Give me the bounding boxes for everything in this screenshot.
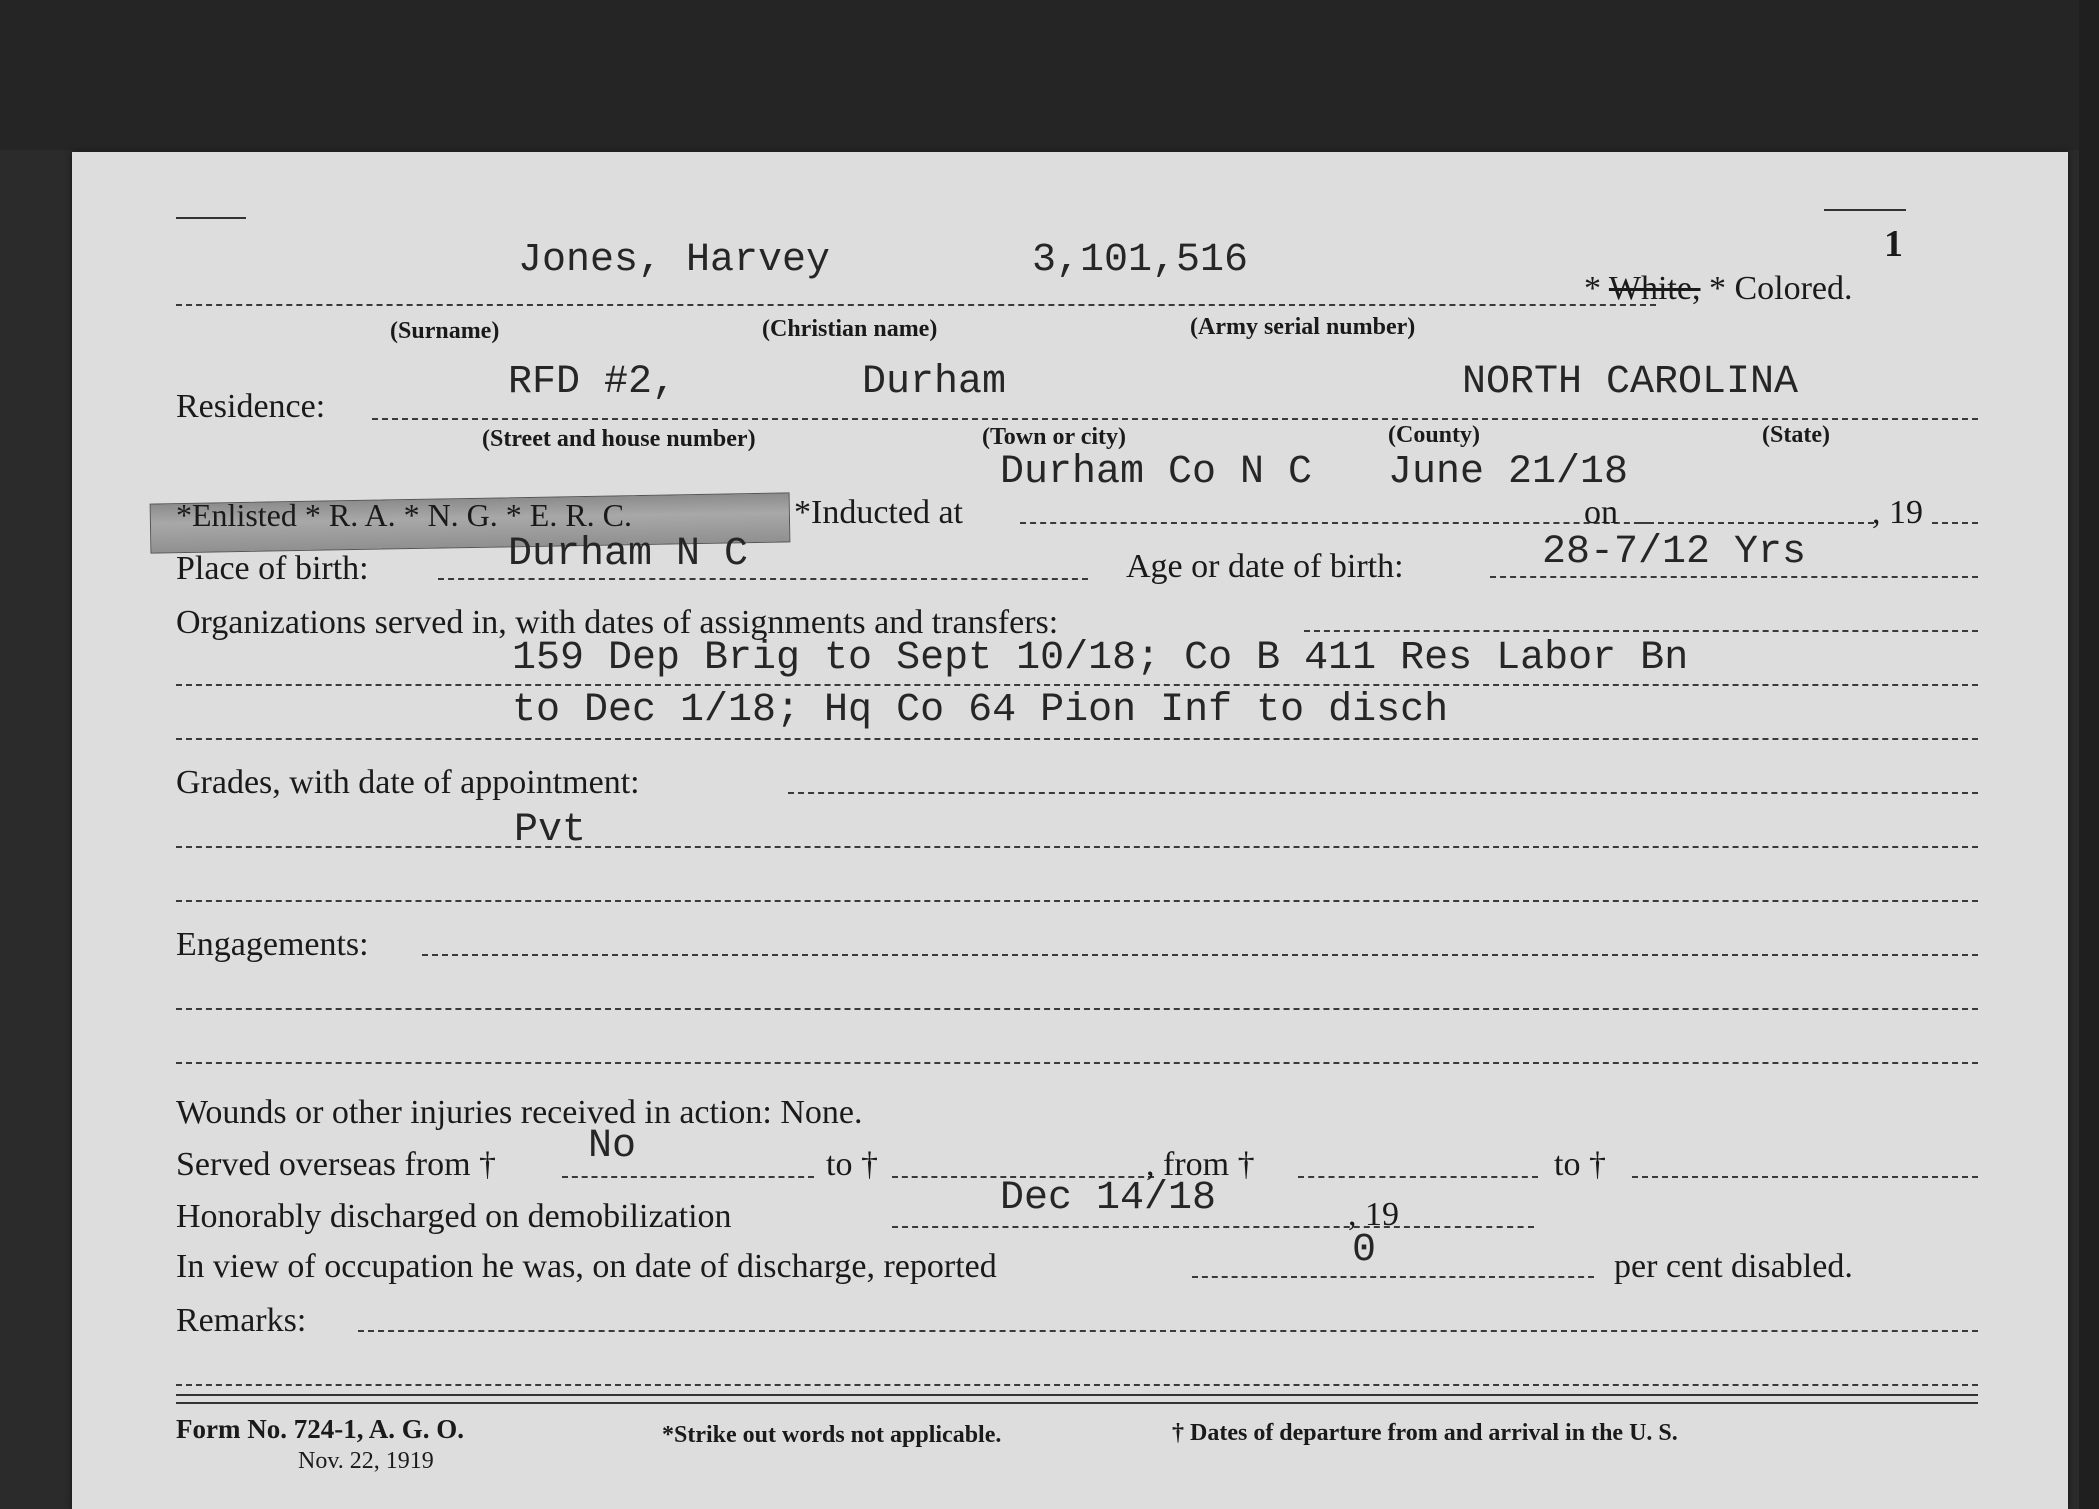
overseas-to-label-2: to † xyxy=(1554,1146,1606,1183)
inducted-at-line xyxy=(1020,522,1650,524)
engagements-line-1 xyxy=(176,1008,1978,1010)
engagements-line-2 xyxy=(176,1062,1978,1064)
footer-rule-top xyxy=(176,1394,1978,1396)
footer-form-date: Nov. 22, 1919 xyxy=(298,1448,434,1474)
serial-number-value: 3,101,516 xyxy=(1032,238,1249,283)
organizations-line-1 xyxy=(176,684,1978,686)
place-of-birth-line xyxy=(438,578,1088,580)
top-left-rule xyxy=(176,217,246,219)
name-value: Jones, Harvey xyxy=(518,238,831,283)
overseas-to-line-2 xyxy=(1632,1176,1978,1178)
wounds-label: Wounds or other injuries received in action: None. xyxy=(176,1094,863,1131)
overseas-from-line-2 xyxy=(1298,1176,1538,1178)
disabled-suffix-label: per cent disabled. xyxy=(1614,1248,1853,1285)
caption-street: (Street and house number) xyxy=(482,426,756,452)
remarks-line-1 xyxy=(176,1384,1978,1386)
scanner-edge xyxy=(2079,0,2099,1509)
place-of-birth-label: Place of birth: xyxy=(176,550,369,587)
caption-state: (State) xyxy=(1762,422,1830,448)
on-label: on xyxy=(1584,494,1618,531)
service-record-card xyxy=(72,152,2068,1509)
year-19-label-1: , 19 xyxy=(1872,494,1923,531)
footer-dates-note: † Dates of departure from and arrival in the U. S. xyxy=(1172,1420,1678,1446)
discharge-year-line xyxy=(1434,1226,1534,1228)
enlisted-options: *Enlisted * R. A. * N. G. * E. R. C. xyxy=(176,497,633,533)
name-line xyxy=(176,304,1656,306)
grades-line-0 xyxy=(788,792,1978,794)
disabled-line xyxy=(1192,1276,1594,1278)
overseas-from-value: No xyxy=(588,1124,637,1169)
inducted-date-value: June 21/18 xyxy=(1388,450,1629,495)
inducted-place-value: Durham Co N C xyxy=(1000,450,1313,495)
discharge-year-label: , 19 xyxy=(1348,1196,1399,1233)
race-options xyxy=(1584,270,1853,308)
top-right-rule xyxy=(1824,209,1906,211)
race-colored: * Colored. xyxy=(1708,270,1853,307)
grades-label: Grades, with date of appointment: xyxy=(176,764,640,801)
overseas-label: Served overseas from † xyxy=(176,1146,497,1183)
organizations-line-0 xyxy=(1304,630,1978,632)
grades-line-2 xyxy=(176,900,1978,902)
race-asterisk: * xyxy=(1584,270,1601,307)
caption-surname: (Surname) xyxy=(390,318,500,344)
year-line-1 xyxy=(1932,522,1978,524)
disabled-value: 0 xyxy=(1352,1228,1377,1273)
age-line xyxy=(1490,576,1978,578)
footer-form-number: Form No. 724-1, A. G. O. xyxy=(176,1414,464,1444)
residence-town-value: Durham xyxy=(862,360,1007,405)
residence-label: Residence: xyxy=(176,388,326,425)
on-line xyxy=(1638,522,1874,524)
page-number: 1 xyxy=(1884,223,1903,265)
caption-town: (Town or city) xyxy=(982,424,1126,450)
age-label: Age or date of birth: xyxy=(1126,548,1404,585)
footer-strike-note: *Strike out words not applicable. xyxy=(662,1422,1002,1448)
organizations-label: Organizations served in, with dates of assignments and transfers: xyxy=(176,604,1059,641)
discharged-label: Honorably discharged on demobilization xyxy=(176,1198,732,1235)
organizations-line-2 xyxy=(176,738,1978,740)
caption-army-serial: (Army serial number) xyxy=(1190,314,1416,340)
remarks-label: Remarks: xyxy=(176,1302,307,1339)
inducted-label: *Inducted at xyxy=(794,494,963,531)
engagements-label: Engagements: xyxy=(176,926,369,963)
grade-value: Pvt xyxy=(514,808,587,853)
disabled-prefix-label: In view of occupation he was, on date of discharge, reported xyxy=(176,1248,997,1285)
engagements-line-0 xyxy=(422,954,1978,956)
overseas-to-label: to † xyxy=(826,1146,878,1183)
organizations-value-line1: 159 Dep Brig to Sept 10/18; Co B 411 Res Labor Bn xyxy=(512,636,1689,681)
caption-county: (County) xyxy=(1388,422,1481,448)
residence-street-value: RFD #2, xyxy=(508,360,677,405)
scanner-background xyxy=(0,0,2099,150)
place-of-birth-value: Durham N C xyxy=(508,532,749,577)
discharge-date-value: Dec 14/18 xyxy=(1000,1176,1217,1221)
overseas-from-line xyxy=(562,1176,814,1178)
footer-rule-bottom xyxy=(176,1402,1978,1404)
remarks-line-0 xyxy=(358,1330,1978,1332)
race-white-struck: White, xyxy=(1608,270,1701,307)
residence-state-value: NORTH CAROLINA xyxy=(1462,360,1799,405)
grades-line-1 xyxy=(176,846,1978,848)
age-value: 28-7/12 Yrs xyxy=(1542,530,1807,575)
overseas-from-label-2: , from † xyxy=(1146,1146,1255,1183)
residence-line xyxy=(372,418,1978,420)
organizations-value-line2: to Dec 1/18; Hq Co 64 Pion Inf to disch xyxy=(512,688,1449,733)
caption-christian-name: (Christian name) xyxy=(762,316,938,342)
